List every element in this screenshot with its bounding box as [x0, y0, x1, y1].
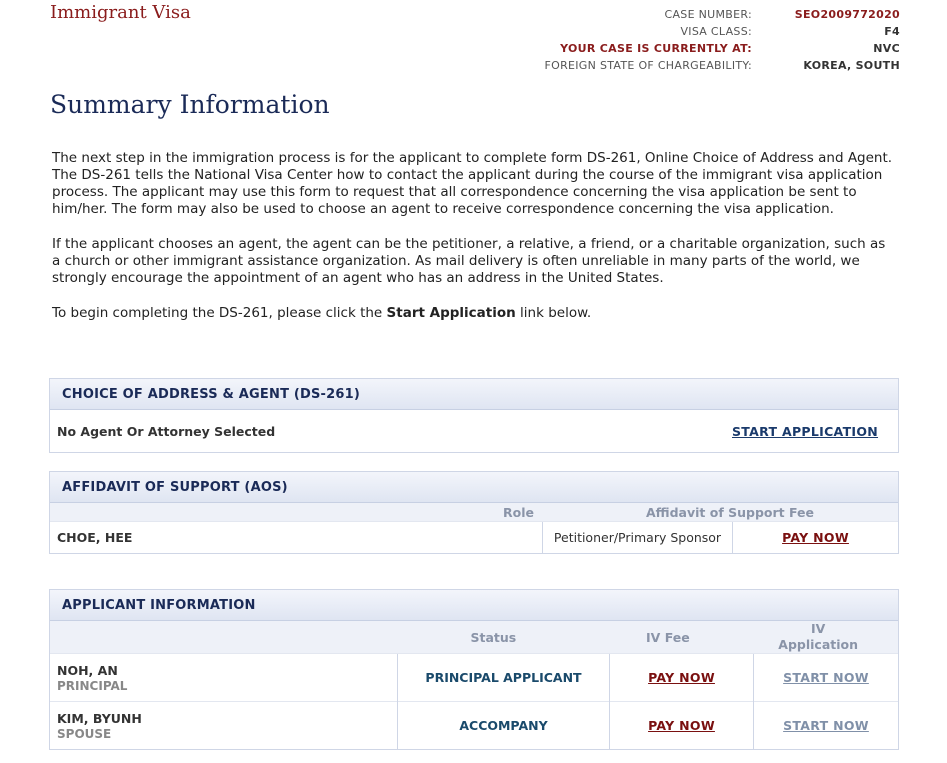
aos-row	[50, 521, 898, 553]
applicant-row	[50, 701, 898, 749]
aos-panel-title: AFFIDAVIT OF SUPPORT (AOS)	[50, 472, 898, 503]
aos-panel	[49, 471, 899, 554]
sponsor-name: CHOE, HEE	[57, 530, 133, 545]
case-location-value: NVC	[873, 42, 900, 55]
chargeability-label: FOREIGN STATE OF CHARGEABILITY:	[544, 59, 752, 72]
chargeability-value: KOREA, SOUTH	[803, 59, 900, 72]
page-title: Summary Information	[50, 90, 330, 119]
applicant-row	[50, 653, 898, 701]
aos-column-headers	[50, 503, 898, 521]
applicant-panel-title: APPLICANT INFORMATION	[50, 590, 898, 621]
applicant-relation: PRINCIPAL	[57, 678, 128, 693]
aos-col-fee: Affidavit of Support Fee	[646, 504, 814, 520]
applicant-name	[50, 711, 397, 741]
applicant-col-application: IV Application	[778, 621, 858, 652]
applicant-status: PRINCIPAL APPLICANT	[397, 654, 610, 702]
intro-paragraph-3	[52, 305, 897, 322]
applicant-status: ACCOMPANY	[397, 702, 610, 750]
applicant-name-text: NOH, AN	[57, 662, 118, 678]
applicant-panel	[49, 589, 899, 750]
visa-class-value: F4	[884, 25, 900, 38]
intro-p3-after: link below.	[515, 305, 592, 321]
aos-pay-now-link[interactable]: PAY NOW	[782, 530, 849, 545]
intro-text	[52, 150, 897, 340]
ds261-row	[50, 410, 898, 452]
sponsor-role: Petitioner/Primary Sponsor	[542, 522, 733, 554]
start-application-link[interactable]: START APPLICATION	[732, 423, 879, 439]
iv-application-start-now-link[interactable]: START NOW	[783, 718, 869, 733]
agent-status: No Agent Or Attorney Selected	[57, 423, 276, 439]
applicant-name-text: KIM, BYUNH	[57, 710, 142, 726]
iv-application-start-now-link[interactable]: START NOW	[783, 670, 869, 685]
app-title: Immigrant Visa	[50, 2, 191, 23]
intro-paragraph-1: The next step in the immigration process is for the applicant to complete form DS-261, Online Choice of Address and Agent. The DS-261 tells the National Visa Center how to contact the applicant during the course of the immigrant visa application process. The applicant may use this form to request that all correspondence concerning the visa application be sent to him/her. The form may also be used to choose an agent to receive correspondence concerning the visa application.	[52, 150, 893, 217]
applicant-col-status: Status	[470, 629, 517, 645]
iv-fee-pay-now-link[interactable]: PAY NOW	[648, 718, 715, 733]
applicant-relation: SPOUSE	[57, 726, 112, 741]
case-location-row	[20, 40, 900, 57]
ds261-panel-title: CHOICE OF ADDRESS & AGENT (DS-261)	[50, 379, 898, 410]
intro-p3-bold: Start Application	[386, 305, 516, 321]
applicant-name	[50, 663, 397, 693]
iv-fee-pay-now-link[interactable]: PAY NOW	[648, 670, 715, 685]
chargeability-row	[20, 57, 900, 74]
case-number-label: CASE NUMBER:	[664, 8, 752, 21]
case-number-row	[20, 6, 900, 23]
applicant-col-fee: IV Fee	[646, 629, 690, 645]
case-location-label: YOUR CASE IS CURRENTLY AT:	[560, 42, 752, 55]
case-info	[20, 6, 900, 74]
ds261-panel	[49, 378, 899, 453]
visa-class-label: VISA CLASS:	[680, 25, 752, 38]
intro-paragraph-2: If the applicant chooses an agent, the agent can be the petitioner, a relative, a friend, or a charitable organization, such as a church or other immigrant assistance organization. As mail delivery is often unreliable in many parts of the world, we strongly encourage the appointment of an agent who has an address in the United States.	[52, 236, 886, 286]
intro-p3-before: To begin completing the DS-261, please click the	[52, 305, 387, 321]
aos-col-role: Role	[503, 504, 534, 520]
case-number-value: SEO2009772020	[794, 8, 900, 21]
applicant-column-headers	[50, 621, 898, 653]
visa-class-row	[20, 23, 900, 40]
